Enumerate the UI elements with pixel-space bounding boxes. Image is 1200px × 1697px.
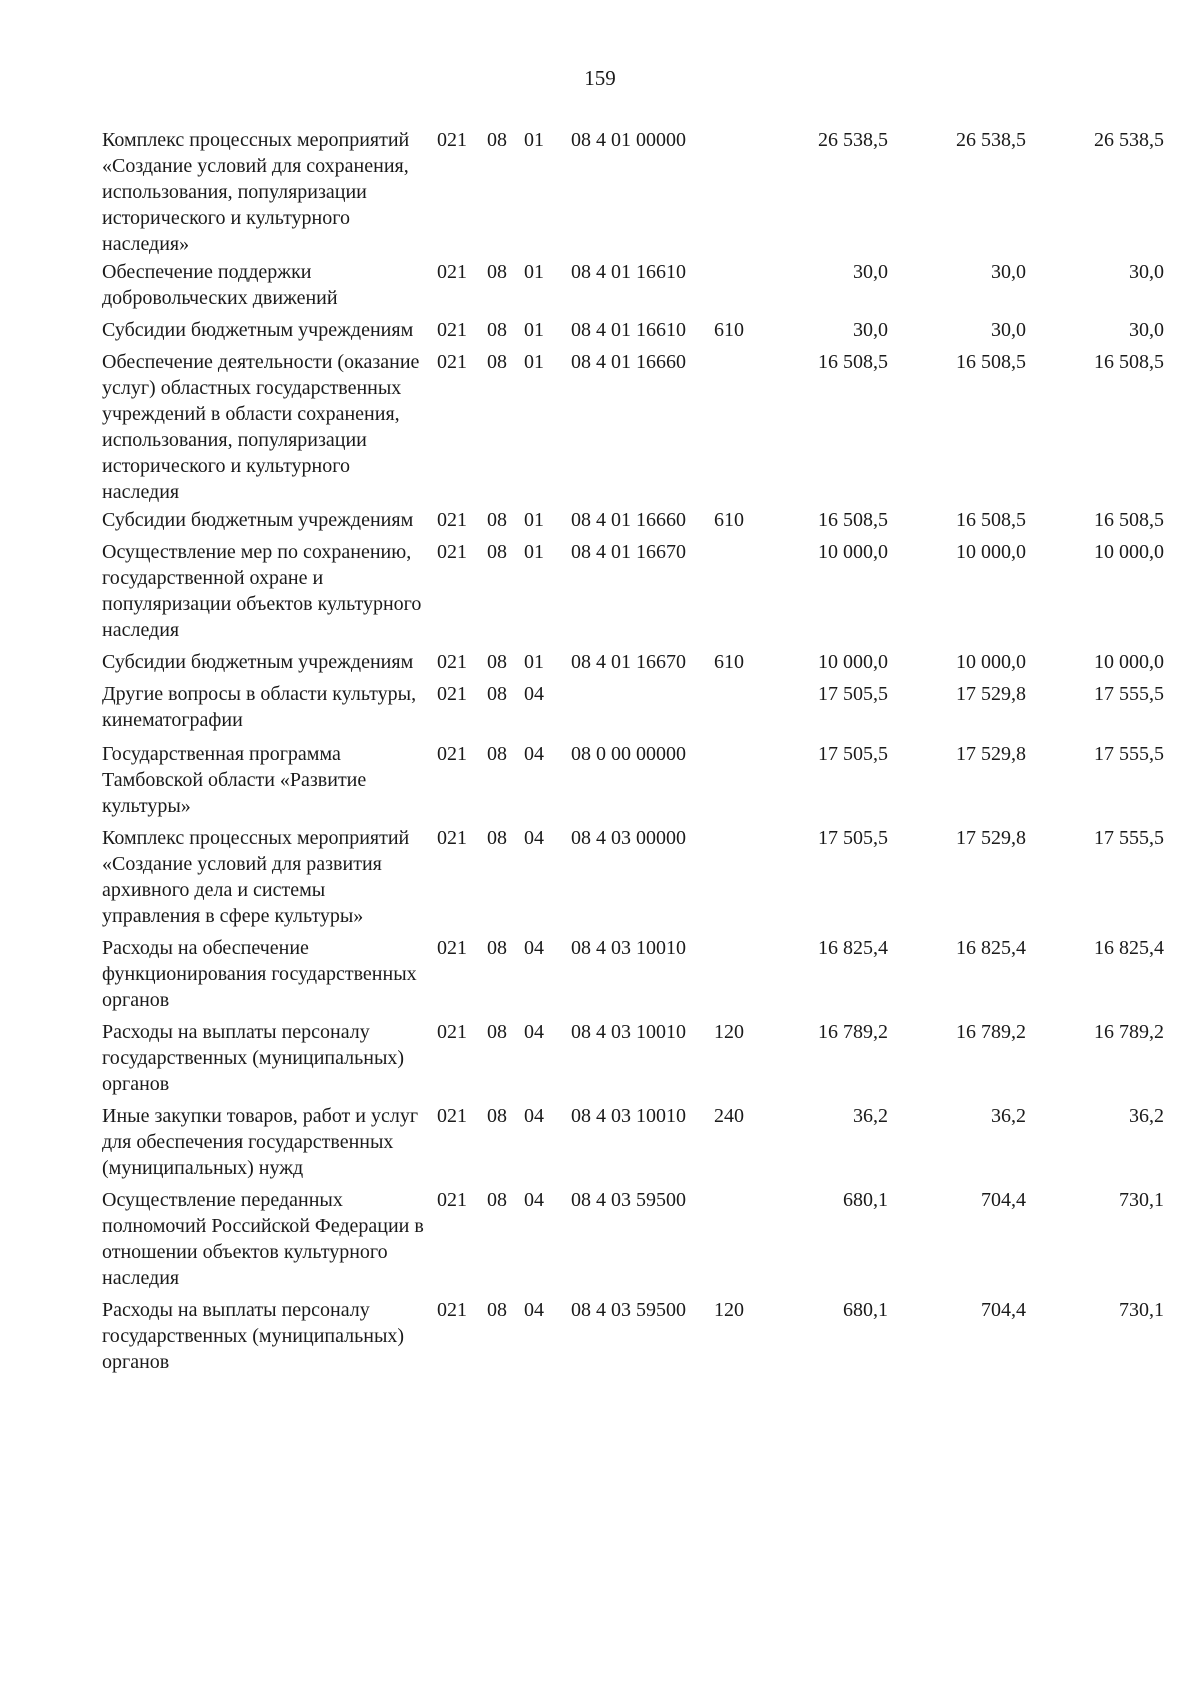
ministry-code: 021 [437,651,467,673]
subsection-code: 04 [524,937,544,959]
amount-year-2: 17 529,8 [956,827,1026,849]
target-article-code: 08 4 03 10010 [571,1105,686,1127]
section-code: 08 [487,351,507,373]
ministry-code: 021 [437,261,467,283]
amount-year-2: 17 529,8 [956,683,1026,705]
amount-year-3: 16 825,4 [1094,937,1164,959]
amount-year-2: 36,2 [991,1105,1026,1127]
table-row [0,935,1200,1013]
amount-year-1: 10 000,0 [818,651,888,673]
amount-year-3: 26 538,5 [1094,129,1164,151]
table-row [0,1019,1200,1097]
table-row [0,741,1200,819]
row-name: Обеспечение поддержки добровольческих движений [102,261,338,309]
table-row [0,259,1200,311]
subsection-code: 04 [524,1189,544,1211]
row-name: Расходы на выплаты персоналу государственных (муниципальных) органов [102,1299,405,1373]
subsection-code: 04 [524,1105,544,1127]
section-code: 08 [487,509,507,531]
subsection-code: 01 [524,319,544,341]
target-article-code: 08 4 01 16670 [571,541,686,563]
subsection-code: 04 [524,683,544,705]
table-row [0,349,1200,505]
subsection-code: 04 [524,1021,544,1043]
amount-year-3: 10 000,0 [1094,651,1164,673]
row-name: Комплекс процессных мероприятий «Создание условий для сохранения, использования, популяризации исторического и культурного наследия» [102,129,410,255]
ministry-code: 021 [437,683,467,705]
ministry-code: 021 [437,1105,467,1127]
target-article-code: 08 4 03 59500 [571,1189,686,1211]
row-name: Расходы на выплаты персоналу государственных (муниципальных) органов [102,1021,405,1095]
page-number: 159 [584,66,616,90]
amount-year-3: 10 000,0 [1094,541,1164,563]
amount-year-2: 16 789,2 [956,1021,1026,1043]
amount-year-3: 17 555,5 [1094,827,1164,849]
subsection-code: 01 [524,509,544,531]
row-name: Иные закупки товаров, работ и услуг для обеспечения государственных (муниципальных) нужд [102,1105,419,1179]
amount-year-1: 30,0 [853,319,888,341]
target-article-code: 08 4 01 00000 [571,129,686,151]
amount-year-3: 16 508,5 [1094,509,1164,531]
amount-year-1: 26 538,5 [818,129,888,151]
expense-kind-code: 120 [714,1299,744,1321]
amount-year-2: 10 000,0 [956,651,1026,673]
section-code: 08 [487,1189,507,1211]
target-article-code: 08 4 03 10010 [571,1021,686,1043]
target-article-code: 08 4 01 16670 [571,651,686,673]
ministry-code: 021 [437,351,467,373]
table-row [0,1297,1200,1375]
amount-year-3: 730,1 [1119,1189,1164,1211]
section-code: 08 [487,1105,507,1127]
amount-year-1: 16 508,5 [818,351,888,373]
amount-year-1: 17 505,5 [818,683,888,705]
amount-year-3: 16 508,5 [1094,351,1164,373]
row-name: Субсидии бюджетным учреждениям [102,509,414,531]
row-name: Расходы на обеспечение функционирования государственных органов [102,937,417,1011]
row-name: Обеспечение деятельности (оказание услуг) областных государственных учреждений в области сохранения, использования, популяризации исторического и культурного наследия [102,351,420,503]
ministry-code: 021 [437,129,467,151]
amount-year-3: 17 555,5 [1094,743,1164,765]
ministry-code: 021 [437,1189,467,1211]
section-code: 08 [487,319,507,341]
amount-year-1: 680,1 [843,1299,888,1321]
amount-year-1: 16 789,2 [818,1021,888,1043]
table-row [0,127,1200,257]
amount-year-2: 704,4 [981,1299,1026,1321]
amount-year-1: 10 000,0 [818,541,888,563]
subsection-code: 04 [524,1299,544,1321]
amount-year-1: 17 505,5 [818,827,888,849]
ministry-code: 021 [437,743,467,765]
expense-kind-code: 120 [714,1021,744,1043]
section-code: 08 [487,683,507,705]
target-article-code: 08 4 03 00000 [571,827,686,849]
table-row [0,649,1200,675]
ministry-code: 021 [437,509,467,531]
section-code: 08 [487,651,507,673]
table-row [0,507,1200,533]
ministry-code: 021 [437,1299,467,1321]
row-name: Другие вопросы в области культуры, кинематографии [102,683,417,731]
amount-year-1: 16 825,4 [818,937,888,959]
subsection-code: 01 [524,651,544,673]
amount-year-2: 704,4 [981,1189,1026,1211]
amount-year-3: 30,0 [1129,261,1164,283]
amount-year-2: 26 538,5 [956,129,1026,151]
row-name: Осуществление мер по сохранению, государственной охране и популяризации объектов культурного наследия [102,541,422,641]
amount-year-2: 16 508,5 [956,509,1026,531]
amount-year-2: 16 508,5 [956,351,1026,373]
row-name: Комплекс процессных мероприятий «Создание условий для развития архивного дела и системы управления в сфере культуры» [102,827,410,927]
ministry-code: 021 [437,937,467,959]
subsection-code: 01 [524,129,544,151]
amount-year-3: 17 555,5 [1094,683,1164,705]
ministry-code: 021 [437,827,467,849]
section-code: 08 [487,827,507,849]
section-code: 08 [487,937,507,959]
amount-year-3: 36,2 [1129,1105,1164,1127]
amount-year-3: 30,0 [1129,319,1164,341]
amount-year-2: 17 529,8 [956,743,1026,765]
amount-year-1: 680,1 [843,1189,888,1211]
target-article-code: 08 4 01 16610 [571,319,686,341]
subsection-code: 01 [524,261,544,283]
target-article-code: 08 4 03 10010 [571,937,686,959]
subsection-code: 01 [524,541,544,563]
table-row [0,1103,1200,1181]
row-name: Субсидии бюджетным учреждениям [102,651,414,673]
target-article-code: 08 4 01 16660 [571,351,686,373]
table-row [0,825,1200,929]
expense-kind-code: 610 [714,651,744,673]
target-article-code: 08 4 03 59500 [571,1299,686,1321]
section-code: 08 [487,129,507,151]
amount-year-3: 730,1 [1119,1299,1164,1321]
expense-kind-code: 610 [714,509,744,531]
table-row [0,539,1200,643]
subsection-code: 04 [524,827,544,849]
row-name: Осуществление переданных полномочий Российской Федерации в отношении объектов культурного наследия [102,1189,424,1289]
amount-year-2: 10 000,0 [956,541,1026,563]
amount-year-3: 16 789,2 [1094,1021,1164,1043]
target-article-code: 08 0 00 00000 [571,743,686,765]
section-code: 08 [487,1021,507,1043]
subsection-code: 01 [524,351,544,373]
row-name: Субсидии бюджетным учреждениям [102,319,414,341]
subsection-code: 04 [524,743,544,765]
ministry-code: 021 [437,541,467,563]
amount-year-1: 30,0 [853,261,888,283]
ministry-code: 021 [437,319,467,341]
table-row [0,317,1200,343]
amount-year-2: 30,0 [991,261,1026,283]
expense-kind-code: 240 [714,1105,744,1127]
amount-year-1: 36,2 [853,1105,888,1127]
amount-year-2: 30,0 [991,319,1026,341]
table-row [0,1187,1200,1291]
section-code: 08 [487,743,507,765]
expense-kind-code: 610 [714,319,744,341]
section-code: 08 [487,1299,507,1321]
target-article-code: 08 4 01 16610 [571,261,686,283]
amount-year-1: 17 505,5 [818,743,888,765]
amount-year-1: 16 508,5 [818,509,888,531]
target-article-code: 08 4 01 16660 [571,509,686,531]
ministry-code: 021 [437,1021,467,1043]
budget-table [0,127,1200,1381]
table-row [0,681,1200,733]
row-name: Государственная программа Тамбовской области «Развитие культуры» [102,743,367,817]
amount-year-2: 16 825,4 [956,937,1026,959]
section-code: 08 [487,541,507,563]
section-code: 08 [487,261,507,283]
